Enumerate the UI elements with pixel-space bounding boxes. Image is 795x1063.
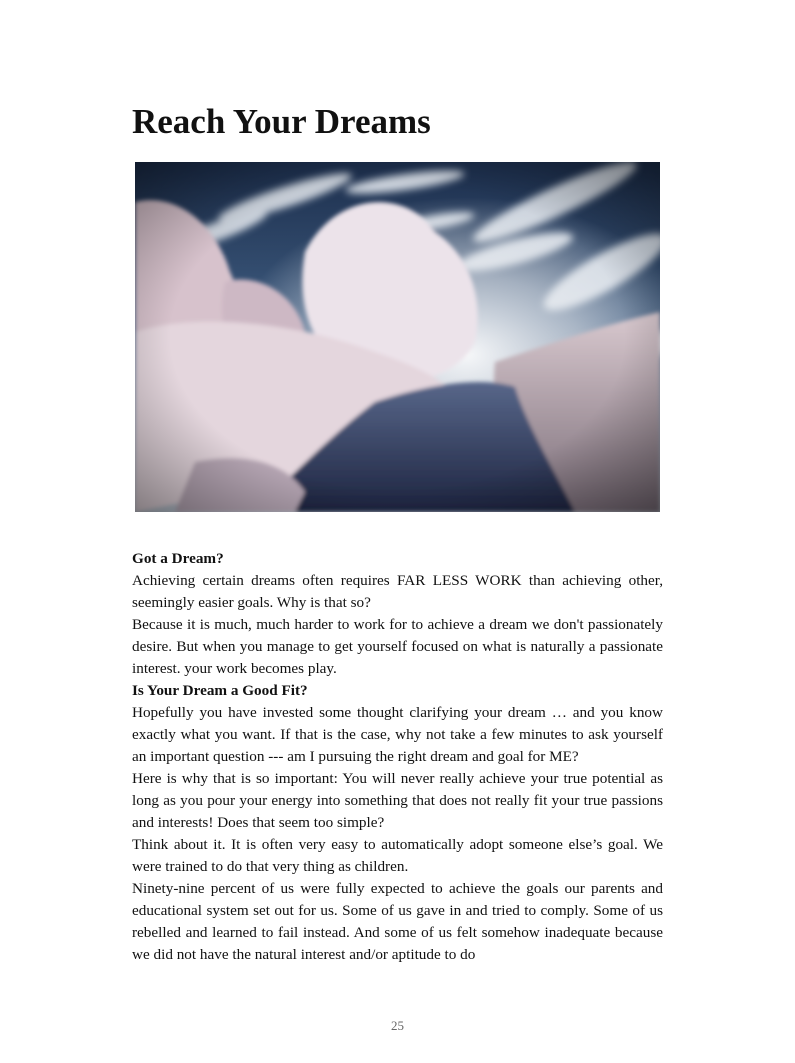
- paragraph: Think about it. It is often very easy to automatically adopt someone else’s goal. We were trained to do that very thing as children.: [132, 836, 663, 875]
- page-title: Reach Your Dreams: [132, 102, 431, 141]
- section-heading: Got a Dream?: [132, 550, 224, 567]
- paragraph: Ninety-nine percent of us were fully expected to achieve the goals our parents and educational system set out for us. Some of us gave in and tried to comply. Some of us rebelled and learned to fail instead. And some of us felt somehow inadequate because we did not have the natural interest and/or aptitude to do: [132, 880, 663, 963]
- section-heading: Is Your Dream a Good Fit?: [132, 682, 308, 699]
- paragraph: Achieving certain dreams often requires FAR LESS WORK than achieving other, seemingly easier goals. Why is that so?: [132, 572, 663, 611]
- paragraph: Here is why that is so important: You will never really achieve your true potential as long as you pour your energy into something that does not really fit your true passions and interests! Does that seem too simple?: [132, 770, 663, 831]
- body-text: [132, 548, 663, 966]
- paragraph: Hopefully you have invested some thought clarifying your dream … and you know exactly what you want. If that is the case, why not take a few minutes to ask yourself an important question --- am I pursuing the right dream and goal for ME?: [132, 704, 663, 765]
- page-number: 25: [391, 1018, 404, 1033]
- paragraph: Because it is much, much harder to work for to achieve a dream we don't passionately desire. But when you manage to get yourself focused on what is naturally a passionate interest. your work becomes play.: [132, 616, 663, 677]
- landscape-photo: [135, 162, 660, 512]
